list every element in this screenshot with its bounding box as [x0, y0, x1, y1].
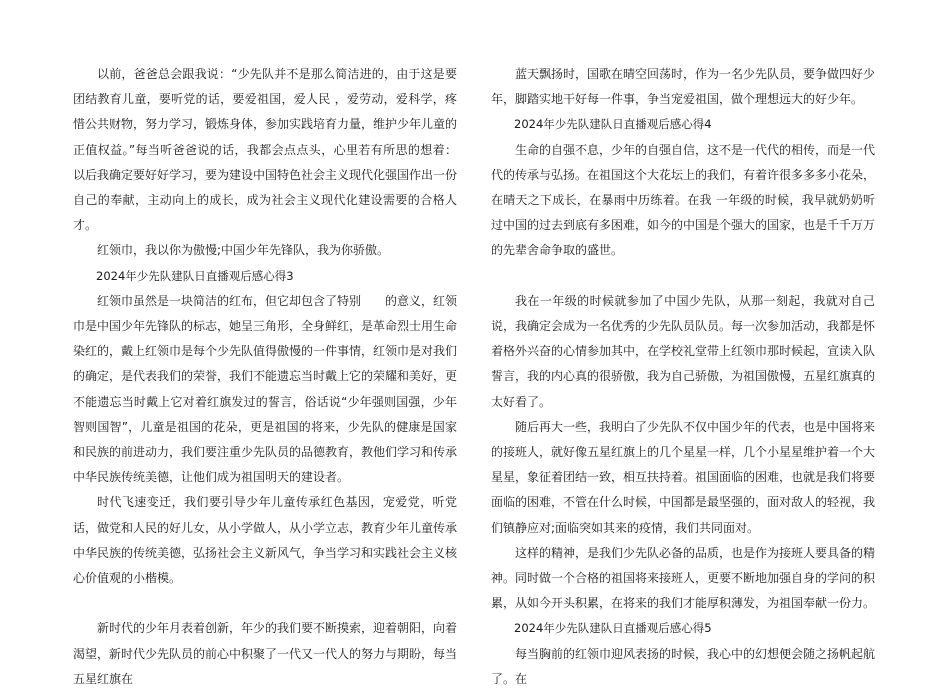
paragraph: 这样的精神，是我们少先队必备的品质，也是作为接班人要具备的精神。同时做一个合格的祖国将来接班人，更要不断地加强自身的学问的积累，从如今开头积累，在将来的我们才能厚积薄发，为祖国奉献一份力。 [491, 545, 876, 611]
paragraph: 我在一年级的时候就参加了中国少先队，从那一刻起，我就对自己说，我确定会成为一名优秀的少先队员队员。每一次参加活动，我都是怀着格外兴奋的心情参加其中，在学校礼堂带上红领巾那时候起，宣读入队誓言，我的内心真的很骄傲，我为自己骄傲，为祖国傲慢，五星红旗真的太好看了。 [491, 293, 876, 409]
paragraph: 以前，爸爸总会跟我说：“少先队并不是那么简洁进的，由于这是要团结教育儿童，要听党的话，要爱祖国，爱人民 ，爱劳动，爱科学，疼惜公共财物，努力学习，锻炼身体，参加实践培育力量，维护少年儿童的正值权益。”每当听爸爸说的话，我都会点点头，心里若有所思的想着：以后我确定要好好学习，要为建设中国特色社会主义现代化强国作出一份自己的奉献，主动向上的成长，成为社会主义现代化建设需要的合格人才。 [73, 67, 458, 233]
paragraph: 蓝天飘扬时，国歌在晴空回荡时，作为一名少先队员，要争做四好少年，脚踏实地干好每一件事，争当宠爱祖国，做个理想远大的好少年。 [491, 67, 876, 107]
paragraph: 时代飞速变迁，我们要引导少年儿童传承红色基因，宠爱党，听党话，做党和人民的好儿女，从小学做人，从小学立志，教育少年儿童传承中华民族的传统美德，弘扬社会主义新风气，争当学习和实践社会主义核心价值观的小楷模。 [73, 495, 458, 586]
section-heading: 2024年少先队建队日直播观后感心得5 [514, 621, 712, 636]
paragraph: 新时代的少年月表着创新，年少的我们要不断摸索，迎着朝阳，向着渴望，新时代少先队员的前心中积聚了一代又一代人的努力与期盼，每当五星红旗在 [73, 621, 458, 686]
paragraph: 红领巾，我以你为傲慢;中国少年先锋队，我为你骄傲。 [97, 243, 390, 258]
section-heading: 2024年少先队建队日直播观后感心得3 [96, 268, 294, 283]
paragraph: 生命的自强不息，少年的自强自信，这不是一代代的相传，而是一代代的传承与弘扬。在祖国这个大花坛上的我们，有着许很多多多小花朵，在晴天之下成长，在暴雨中历练着。在我 一年级的时候，我早就奶奶听过中国的过去到底有多困难，如今的中国是个强大的国家，也是千千万万的先辈舍命争取的盛世。 [491, 142, 876, 258]
paragraph: 每当胸前的红领巾迎风表扬的时候，我心中的幻想便会随之扬帆起航了。在 [491, 646, 876, 686]
blank-line [491, 264, 875, 289]
blank-line [73, 591, 457, 616]
left-column [73, 62, 457, 692]
right-column [491, 62, 875, 692]
paragraph: 红领巾虽然是一块简洁的红布，但它却包含了特别 的意义，红领巾是中国少年先锋队的标志，她呈三角形，全身鲜红，是革命烈士用生命染红的，戴上红领巾是每个少先队值得傲慢的一件事情，红领巾是对我们的确定，是代表我们的荣誉，我们不能遗忘当时戴上它的荣耀和美好，更不能遗忘当时戴上它对着红旗发过的誓言，俗话说“少年强则国强，少年智则国智”，儿童是祖国的花朵，更是祖国的将来，少先队的健康是国家和民族的前进动力，我们要注重少先队员的品德教育，教他们学习和传承中华民族传统美德，让他们成为祖国明天的建设者。 [73, 293, 458, 485]
section-heading: 2024年少先队建队日直播观后感心得4 [514, 117, 712, 132]
paragraph: 随后再大一些，我明白了少先队不仅中国少年的代表，也是中国将来的接班人，就好像五星红旗上的几个星星一样，几个小星星维护着一个大星星，象征着团结一致，相互扶持着。祖国面临的困难，也就是我们将要面临的困难，不管在什么时候，中国都是最坚强的，面对敌人的轻视，我们镇静应对;面临突如其来的疫情，我们共同面对。 [491, 419, 876, 535]
